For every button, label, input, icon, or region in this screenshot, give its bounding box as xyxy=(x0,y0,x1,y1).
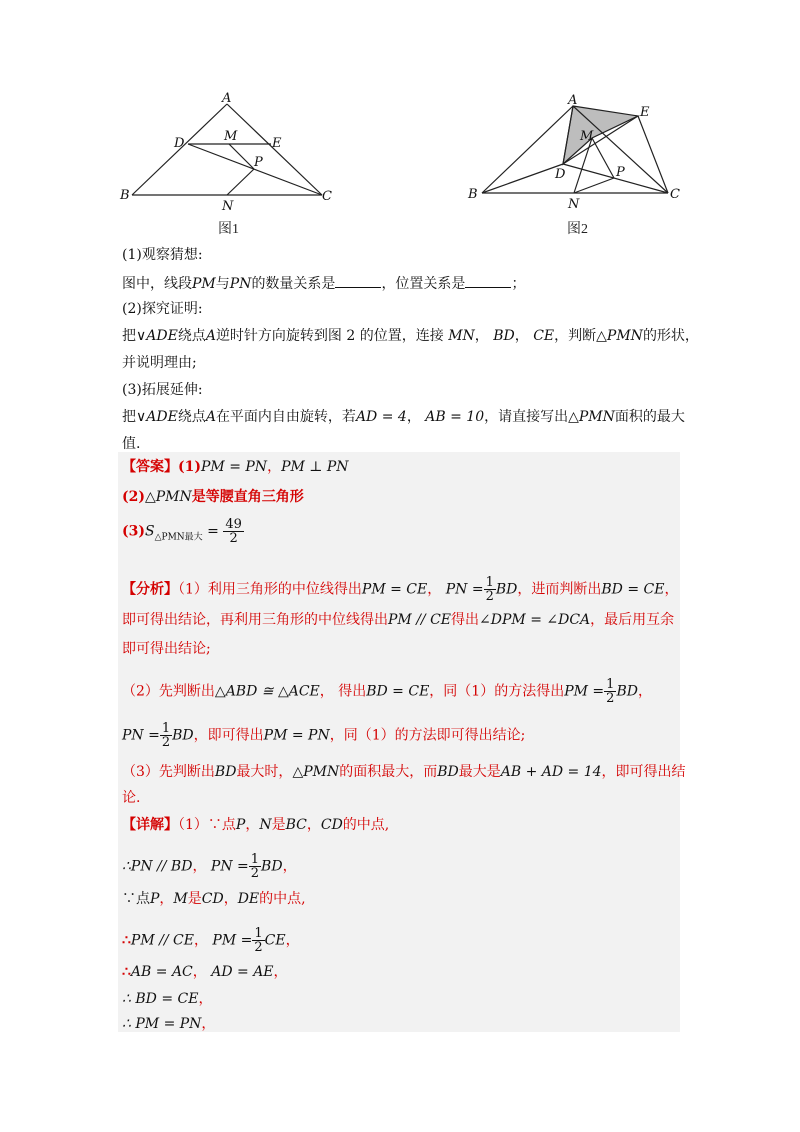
answer-blank-2 xyxy=(465,273,511,288)
figure-1-caption: 图1 xyxy=(218,222,239,237)
answer-line-3: $(3)S_{\triangle PMN最大}$ = $\frac{49}{2}$ xyxy=(122,517,242,546)
detail-line-4: ∴PM // CE， PM = $\frac{1}{2}$ CE， xyxy=(122,926,300,955)
q3-title: (3)拓展延伸: xyxy=(122,382,203,398)
answer-blank-1 xyxy=(335,273,381,288)
detail-line-6: ∴ BD = CE， xyxy=(122,991,213,1007)
q2-text: 把∨ADE绕点A逆时针方向旋转到图 2 的位置，连接 MN， BD， CE，判断△PMN的形状， xyxy=(122,328,699,344)
q1-title: (1)观察猜想: xyxy=(122,247,203,263)
q2-text-line2: 并说明理由; xyxy=(122,355,197,371)
detail-line-1: 【详解】（1）∵点P，N是BC，CD的中点, xyxy=(122,817,390,833)
analysis-line-6: （3）先判断出BD最大时，△PMN的面积最大，而BD最大是AB + AD = 14，即可得出结 xyxy=(122,764,686,780)
fig2-label-D: D xyxy=(555,167,566,182)
detail-line-3: ∵点P，M是CD，DE的中点, xyxy=(122,891,306,907)
fig1-label-B: B xyxy=(120,188,130,203)
analysis-line-5: PN = $\frac{1}{2}$ BD，即可得出PM = PN，同（1）的方法即可得出结论; xyxy=(122,721,526,750)
fig2-label-P: P xyxy=(616,165,625,180)
fig1-label-M: M xyxy=(224,129,238,144)
q3-text: 把∨ADE绕点A在平面内自由旋转，若AD = 4， AB = 10，请直接写出△PMN面积的最大 xyxy=(122,409,685,425)
analysis-line-7: 论. xyxy=(122,790,141,806)
detail-line-2: ∴PN // BD， PN = $\frac{1}{2}$ BD， xyxy=(122,852,297,881)
figure-2-caption: 图2 xyxy=(567,222,588,237)
fig2-label-A: A xyxy=(568,93,578,108)
fig1-label-D: D xyxy=(174,136,185,151)
fig1-label-P: P xyxy=(254,155,263,170)
analysis-line-4: （2）先判断出△ABD ≅ △ACE， 得出BD = CE，同（1）的方法得出PM = $\frac{1}{2}$ BD， xyxy=(122,677,652,706)
q3-text-line2: 值. xyxy=(122,436,141,452)
fig1-label-N: N xyxy=(222,199,234,214)
detail-line-7: ∴ PM = PN， xyxy=(122,1016,216,1032)
fig2-label-C: C xyxy=(670,187,680,202)
analysis-line-2: 即可得出结论，再利用三角形的中位线得出PM // CE得出∠DPM = ∠DCA，最后用互余 xyxy=(122,612,675,628)
answer-line-1: 【答案】(1)PM = PN，PM ⊥ PN xyxy=(122,459,349,475)
fig2-label-B: B xyxy=(468,187,478,202)
fig2-label-E: E xyxy=(640,105,650,120)
q2-title: (2)探究证明: xyxy=(122,301,203,317)
detail-line-5: ∴AB = AC， AD = AE， xyxy=(122,964,288,980)
figure-1-diagram xyxy=(116,92,342,216)
q1-text: 图中，线段PM与PN的数量关系是 ，位置关系是 ； xyxy=(122,273,525,293)
fig1-label-A: A xyxy=(222,92,232,106)
fig1-label-E: E xyxy=(272,136,282,151)
fig1-label-C: C xyxy=(322,189,332,204)
fig2-label-M: M xyxy=(580,129,594,144)
fig2-label-N: N xyxy=(568,197,580,212)
analysis-line-3: 即可得出结论; xyxy=(122,641,211,657)
analysis-line-1: 【分析】（1）利用三角形的中位线得出PM = CE， PN = $\frac{1}{2}$ BD，进而判断出BD = CE， xyxy=(122,575,679,604)
answer-line-2: (2)△PMN是等腰直角三角形 xyxy=(122,489,304,505)
figure-2-diagram xyxy=(462,92,688,216)
